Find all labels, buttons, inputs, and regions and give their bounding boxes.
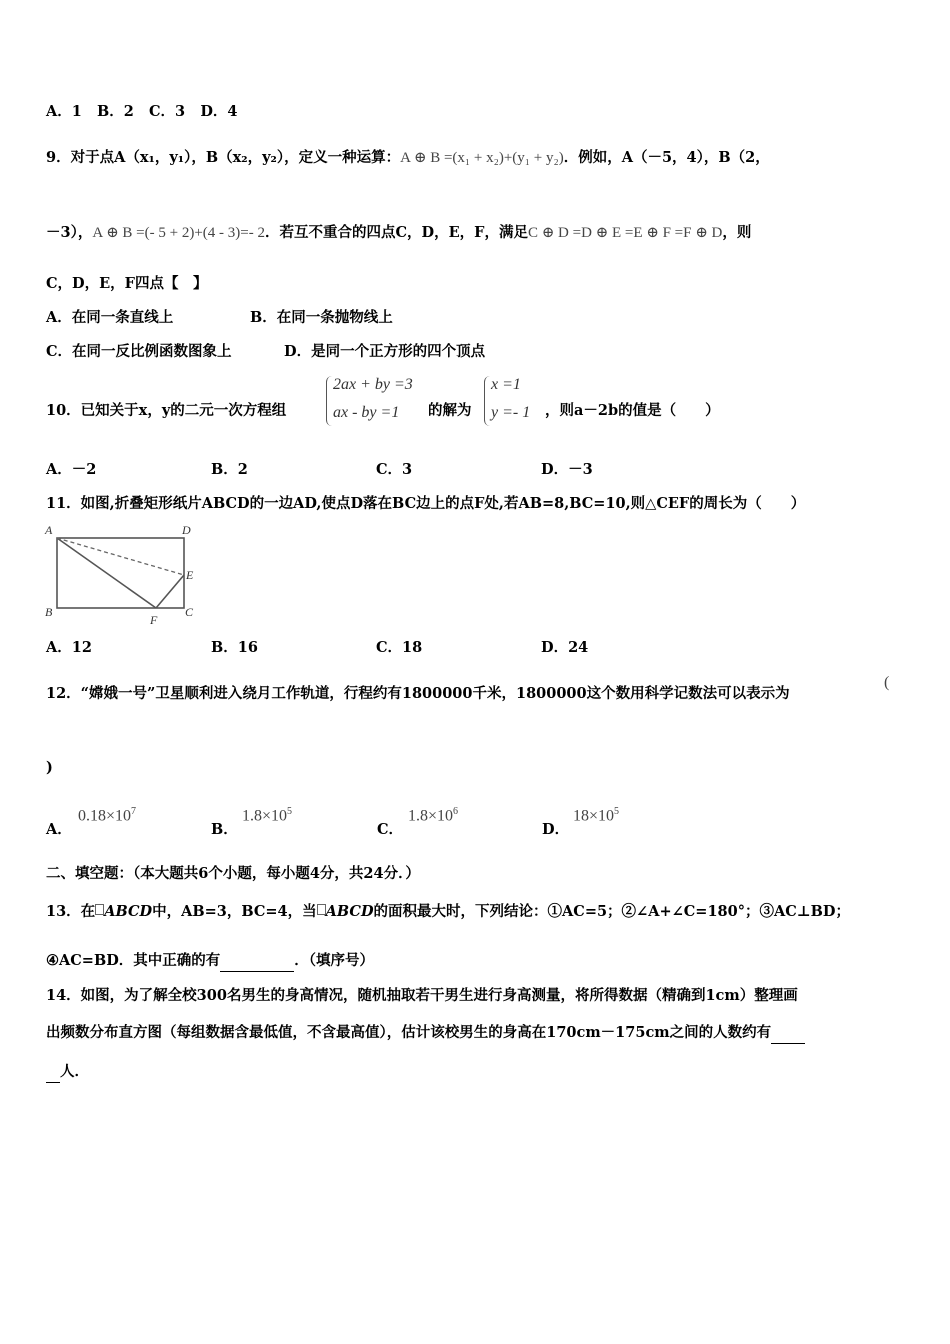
q9-options-row1 bbox=[46, 308, 393, 328]
q9-options-row2 bbox=[46, 342, 485, 362]
q9-line3: C，D，E，F四点【 】 bbox=[46, 275, 208, 292]
section2-title: 二、填空题：（本大题共6个小题，每小题4分，共24分．） bbox=[46, 865, 420, 882]
q12-option-a-letter: A． bbox=[46, 821, 72, 838]
q12-option-b-letter: B． bbox=[211, 821, 238, 838]
q13-text-1: 13．在 bbox=[46, 903, 96, 920]
q8-option-c: C．3 bbox=[149, 103, 186, 120]
q13-text-5: ④AC=BD．其中正确的有 bbox=[46, 952, 221, 969]
q12-open-paren: ( bbox=[884, 674, 890, 691]
fold-line-af bbox=[57, 538, 156, 608]
q12-option-b-base: 1.8×10 bbox=[242, 807, 288, 825]
q12-option-c-exp: 6 bbox=[453, 806, 459, 817]
q13-line1 bbox=[46, 902, 850, 922]
q10-option-d: D．－3 bbox=[541, 461, 593, 478]
q9-formula-3: C ⊕ D =D ⊕ E =E ⊕ F =F ⊕ D bbox=[527, 225, 723, 241]
q12-option-b-value bbox=[242, 806, 292, 825]
q9-text-3: －3）， bbox=[46, 224, 93, 241]
q10-option-b: B．2 bbox=[211, 461, 248, 478]
label-b: B bbox=[45, 605, 53, 619]
q10-option-c: C．3 bbox=[376, 461, 413, 478]
q12-option-d-letter: D． bbox=[542, 821, 570, 838]
q13-shape-2: ABCD bbox=[325, 903, 374, 920]
q10-solution-brace bbox=[484, 376, 491, 426]
q11-rectangle-figure bbox=[42, 520, 202, 630]
label-e: E bbox=[186, 568, 194, 582]
q9-formula-1: A ⊕ B =(x₁ + x₂)+(y₁ + y₂) bbox=[400, 150, 564, 166]
q10-prefix: 10．已知关于x，y的二元一次方程组 bbox=[46, 402, 287, 419]
q12-option-c-value bbox=[408, 806, 458, 825]
q9-option-c: C．在同一反比例函数图象上 bbox=[46, 343, 232, 360]
q10-system-brace bbox=[326, 376, 333, 426]
q14-line2 bbox=[46, 1023, 805, 1044]
q9-text-1: 9．对于点A（x₁，y₁），B（x₂，y₂），定义一种运算： bbox=[46, 149, 401, 166]
q9-line2 bbox=[46, 223, 751, 243]
q10-equation-1: 2ax + by =3 bbox=[333, 376, 413, 393]
q11-option-d: D．24 bbox=[541, 639, 589, 656]
q12-close-paren: ) bbox=[46, 759, 53, 776]
q14-line3 bbox=[46, 1062, 89, 1083]
q13-text-2: 中， bbox=[152, 903, 182, 920]
q9-option-d: D．是同一个正方形的四个顶点 bbox=[284, 343, 486, 360]
q8-option-b: B．2 bbox=[97, 103, 134, 120]
q12-option-d-base: 18×10 bbox=[573, 807, 615, 825]
q12-option-d-exp: 5 bbox=[614, 806, 620, 817]
q10-solution-1: x =1 bbox=[491, 376, 521, 393]
label-f: F bbox=[150, 613, 158, 627]
q14-text-3: 人． bbox=[60, 1063, 89, 1080]
q10-middle: 的解为 bbox=[428, 402, 472, 419]
q12-option-a-base: 0.18×10 bbox=[78, 807, 132, 825]
q13-text-4: 的面积最大时，下列结论：①AC=5；②∠A+∠C=180°；③AC⊥BD； bbox=[373, 903, 851, 920]
q13-answer-blank[interactable] bbox=[220, 951, 294, 972]
q14-answer-blank-1[interactable] bbox=[771, 1023, 805, 1044]
q13-shape-1: ABCD bbox=[104, 903, 153, 920]
q9-option-a: A．在同一条直线上 bbox=[46, 309, 174, 326]
q11-option-c: C．18 bbox=[376, 639, 423, 656]
q12-option-d-value bbox=[573, 806, 619, 825]
q8-option-d: D．4 bbox=[200, 103, 238, 120]
q10-options bbox=[46, 460, 593, 480]
q14-line1: 14．如图，为了解全校300名男生的身高情况，随机抽取若干男生进行身高测量，将所得数据（精确到1cm）整理画 bbox=[46, 987, 798, 1004]
q9-option-b: B．在同一条抛物线上 bbox=[250, 309, 393, 326]
q13-text-6: ．（填序号） bbox=[294, 952, 375, 969]
q8-option-a: A．1 bbox=[46, 103, 82, 120]
q10-option-a: A．－2 bbox=[46, 461, 97, 478]
q14-text-2: 出频数分布直方图（每组数据含最低值，不含最高值），估计该校男生的身高在170cm－175cm之间的人数约有 bbox=[46, 1024, 772, 1041]
q11-text: 11．如图,折叠矩形纸片ABCD的一边AD,使点D落在BC边上的点F处,若AB=8,BC=10,则△CEF的周长为（ ） bbox=[46, 495, 806, 512]
q11-option-b: B．16 bbox=[211, 639, 258, 656]
label-a: A bbox=[45, 523, 53, 537]
q12-option-c-base: 1.8×10 bbox=[408, 807, 454, 825]
label-d: D bbox=[182, 523, 191, 537]
crease-line-ae bbox=[57, 538, 184, 575]
q13-line2 bbox=[46, 951, 374, 972]
label-c: C bbox=[185, 605, 194, 619]
q10-suffix: ，则a－2b的值是（ ） bbox=[545, 402, 720, 419]
q14-answer-blank-2[interactable] bbox=[46, 1062, 60, 1083]
q10-solution-2: y =- 1 bbox=[491, 404, 531, 421]
q13-text-3: AB=3，BC=4，当 bbox=[181, 903, 317, 920]
q9-text-2: ．例如，A（－5，4），B（2， bbox=[563, 149, 770, 166]
parallelogram-icon bbox=[95, 904, 104, 915]
q12-text: 12．“嫦娥一号”卫星顺利进入绕月工作轨道，行程约有1800000千米，1800000这个数用科学记数法可以表示为 bbox=[46, 685, 790, 702]
q12-option-b-exp: 5 bbox=[287, 806, 293, 817]
q11-options bbox=[46, 638, 588, 658]
q12-option-a-value bbox=[78, 806, 136, 825]
q12-option-a-exp: 7 bbox=[131, 806, 137, 817]
q10-equation-2: ax - by =1 bbox=[333, 404, 400, 421]
fold-line-fe bbox=[156, 575, 184, 608]
q11-option-a: A．12 bbox=[46, 639, 92, 656]
q9-formula-2: A ⊕ B =(- 5 + 2)+(4 - 3)=- 2 bbox=[92, 225, 265, 241]
q8-options bbox=[46, 102, 237, 122]
q9-line1 bbox=[46, 148, 770, 168]
q12-option-c-letter: C． bbox=[377, 821, 404, 838]
parallelogram-icon bbox=[317, 904, 326, 915]
q9-text-4: ．若互不重合的四点C，D，E，F，满足 bbox=[264, 224, 528, 241]
q9-text-5: ，则 bbox=[722, 224, 752, 241]
